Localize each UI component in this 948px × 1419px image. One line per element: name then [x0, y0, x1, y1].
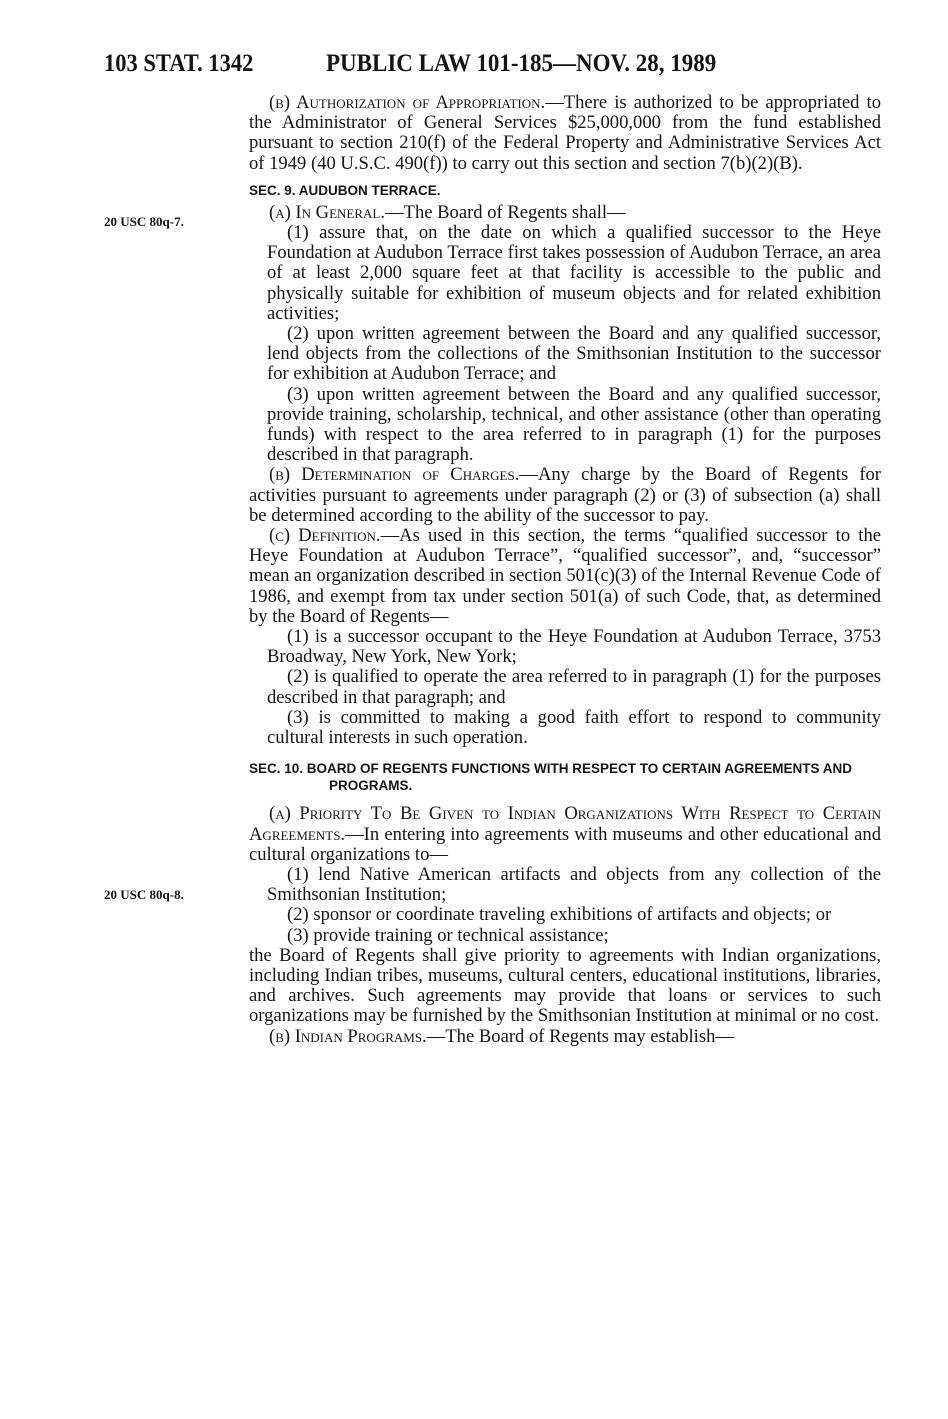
- paragraph-text: —There is authorized to be appropriated to the Administrator of General Services $25,000,000 from the fund established pursuant to section 210(f) of the Federal Property and Administrative Services Act of 1949 (40 U.S.C. 490(f)) to carry out this section and section 7(b)(2)(B).: [249, 92, 881, 174]
- sec9-c-item-1: (1) is a successor occupant to the Heye Foundation at Audubon Terrace, 3753 Broadway, New York, New York;: [267, 626, 881, 668]
- subsection-heading: (c) Definition.: [269, 525, 381, 547]
- sec10-subsection-a: [249, 804, 881, 865]
- body-text: [249, 93, 881, 1047]
- sec10-a-item-2: (2) sponsor or coordinate traveling exhibitions of artifacts and objects; or: [287, 904, 832, 926]
- sec9-subsection-c: [249, 526, 881, 627]
- section-9-heading: SEC. 9. AUDUBON TERRACE.: [249, 182, 441, 198]
- paragraph-text: —As used in this section, the terms “qualified successor to the Heye Foundation at Audubon Terrace”, “qualified successor”, and, “successor” mean an organization described in section 501(c)(3) of the Internal Revenue Code of 1986, and exempt from tax under section 501(a) of such Code, that, as determined by the Board of Regents—: [249, 525, 881, 627]
- section-10-heading: SEC. 10. BOARD OF REGENTS FUNCTIONS WITH RESPECT TO CERTAIN AGREEMENTS AND PROGRAMS.: [249, 761, 853, 794]
- law-title: PUBLIC LAW 101-185—NOV. 28, 1989: [326, 50, 717, 77]
- margin-note-sec9: 20 USC 80q-7.: [104, 214, 184, 229]
- sec9-c-item-3: (3) is committed to making a good faith effort to respond to community cultural interests in such operation.: [267, 706, 881, 749]
- subsection-heading: (b) Authorization of Appropriation.: [269, 92, 546, 113]
- paragraph-b-authorization: [249, 93, 881, 174]
- sec10-a-item-1: (1) lend Native American artifacts and objects from any collection of the Smithsonian Institution;: [267, 863, 881, 906]
- subsection-heading: (b) Determination of Charges.: [269, 464, 520, 486]
- subsection-heading: (a) In General.: [269, 201, 385, 223]
- sec9-subsection-b: [249, 465, 881, 526]
- sec10-a-tail: the Board of Regents shall give priority to agreements with Indian organizations, including Indian tribes, museums, cultural centers, educational institutions, libraries, and archives. Such agreements may provide that loans or services to such organizations may be furnished by the Smithsonian Institution at minimal or no cost.: [249, 944, 881, 1027]
- sec9-a-item-1: (1) assure that, on the date on which a qualified successor to the Heye Foundation at Audubon Terrace first takes possession of Audubon Terrace, an area of at least 2,000 square feet at that facility is accessible to the public and physically suitable for exhibition of museum objects and for related exhibition activities;: [267, 222, 881, 324]
- sec10-a-item-3: (3) provide training or technical assistance;: [287, 924, 609, 946]
- sec9-a-item-3: (3) upon written agreement between the Board and any qualified successor, provide training, scholarship, technical, and other assistance (other than operating funds) with respect to the area referred to in paragraph (1) for the purposes described in that paragraph.: [267, 383, 881, 466]
- paragraph-text: —Any charge by the Board of Regents for activities pursuant to agreements under paragraph (2) or (3) of subsection (a) shall be determined according to the ability of the successor to pay.: [249, 464, 882, 526]
- margin-note-sec10: 20 USC 80q-8.: [104, 887, 184, 902]
- paragraph-text: —In entering into agreements with museums and other educational and cultural organizations to—: [249, 823, 881, 865]
- sec9-a-item-2: (2) upon written agreement between the Board and any qualified successor, lend objects from the collections of the Smithsonian Institution to the successor for exhibition at Audubon Terrace; and: [267, 323, 881, 385]
- sec10-subsection-b: [249, 1027, 881, 1047]
- paragraph-text: —The Board of Regents may establish—: [426, 1025, 734, 1047]
- stat-citation: 103 STAT. 1342: [104, 50, 254, 77]
- paragraph-text: —The Board of Regents shall—: [385, 201, 626, 223]
- subsection-heading: (a) Priority To Be Given to Indian Organizations With Respect to Certain Agreements.: [249, 803, 881, 845]
- sec9-subsection-a: [249, 203, 881, 223]
- subsection-heading: (b) Indian Programs.: [269, 1025, 427, 1047]
- page-header: [0, 50, 948, 90]
- sec9-c-item-2: (2) is qualified to operate the area referred to in paragraph (1) for the purposes described in that paragraph; and: [267, 666, 881, 708]
